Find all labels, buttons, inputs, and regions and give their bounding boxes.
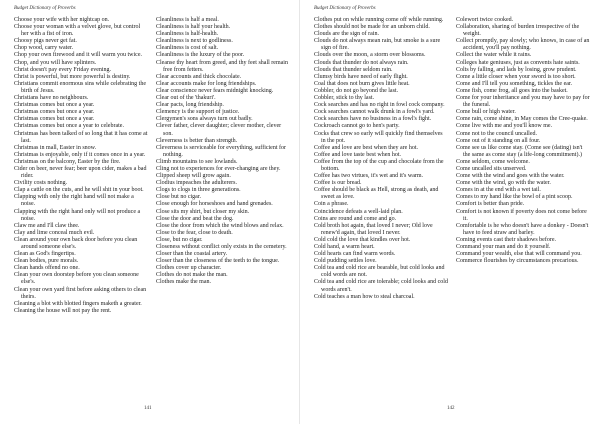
proverb-entry: Cleanliness is half-health. [156,31,219,38]
proverb-entry: Civility costs nothing. [14,180,68,187]
proverb-entry: Cold tea and cold rice are bearable, but cold looks and cold words are not. [314,265,445,279]
proverb-entry: Come live with me and you'll know me. [456,123,553,130]
proverb-entry: Clean your own doorstep before you clean someone else's. [14,272,139,286]
proverb-entry: Collaboration, sharing of burden irrespective of the weight. [456,24,580,38]
proverb-entry: Come rain, come shine, in May comes the Cree-quake. [456,116,588,123]
proverb-entry: Come and I'll tell you something, tickles the ear. [456,80,573,87]
proverb-entry: Comes to my hand like the bowl of a pint scoop. [456,194,573,201]
proverb-entry: Clear accounts make for long friendships. [156,80,257,87]
proverb-entry: Cold cold the love that kindles over hot. [314,236,411,243]
proverb-entry: Cold pudding settles love. [314,258,377,265]
proverb-entry: Close but no cigar. [156,194,201,201]
proverb-entry: Cold broth hot again, that loved I never; Old love renew'd again, that loved I never. [314,222,433,236]
proverb-entry: Clouds that thunder do not always rain. [314,59,409,66]
proverb-entry: Comfortable is he who doesn't have a donkey - Doesn't have to feed straw and barley. [456,222,589,236]
proverb-entry: Clay and lime conceal much evil. [14,229,95,236]
column [314,17,448,301]
proverb-entry: Christmas in mall, Easter in snow. [14,144,97,151]
proverb-entry: Coffee should be black as Hell, strong as death, and sweet as love. [314,187,439,201]
right-page [300,0,600,424]
proverb-entry: Come with the wind, go with the water. [456,180,551,187]
proverb-entry: Christians commit enormous sins while celebrating the birth of Jesus. [14,80,146,94]
proverb-entry: Choose your wife with her nightcap on. [14,17,110,23]
proverb-entry: Christ is powerful, but more powerful is destiny. [14,73,131,80]
proverb-entry: Commerce flourishes by circumstances precarious. [456,258,579,265]
proverb-entry: Cleaning the house will not pay the rent. [14,307,112,314]
proverb-entry: Come see us like come stay. (Come see (dating) isn't the same as come stay (a life-long commitment).) [456,144,583,158]
proverb-entry: Chop, and you will have splinters. [14,59,97,66]
proverb-entry: Come with the wind and goes with the water. [456,173,565,180]
proverb-entry: Chop your own firewood and it will warm you twice. [14,52,142,59]
proverb-entry: Clear conscience never fears midnight knocking. [156,87,274,94]
proverb-entry: Closer than the closeness of the teeth to the tongue. [156,258,280,265]
proverb-entry: Close the door from which the wind blows and relax. [156,222,284,229]
proverb-entry: Cold hand, a warm heart. [314,244,375,250]
proverb-entry: Clear pacts, long friendship. [156,102,224,109]
proverb-entry: Clear out of the 'thakuri'. [156,95,216,102]
proverb-entry: Coffee is our bread. [314,180,362,187]
proverb-entry: Cock searches have no business in a fowl's fight. [314,116,432,123]
proverb-entry: Claw me and I'll claw thee. [14,222,80,229]
proverb-entry: Cockroach cannot go to hen's party. [314,123,400,130]
proverb-entry: Coffee has two virtues, it's wet and it's warm. [314,173,424,180]
column [14,17,148,315]
proverb-entry: Clumsy birds have need of early flight. [314,73,408,80]
proverb-entry: Command your man and do it yourself. [456,244,551,250]
proverb-entry: Clogs to clogs in three generations. [156,187,241,194]
proverb-entry: Christmas is enjoyable, only if it comes once in a year. [14,151,146,158]
proverb-entry: Cleanliness is half your health. [156,24,231,31]
proverb-entry: Clothes cover up character. [156,265,222,272]
proverb-entry: Clapping with the right hand only will not produce a noise. [14,208,141,222]
proverb-entry: Cock searches cannot walk drunk in a fowl's yard. [314,109,435,116]
proverb-entry: Clothes make the man. [156,279,211,286]
page-number: 141 [144,406,152,411]
proverb-entry: Come not to the council uncalled. [456,130,537,137]
proverb-entry: Choosy pigs never get fat. [14,38,77,45]
proverb-entry: Christmas has been talked of so long that it has come at last. [14,130,148,144]
proverb-entry: Closeness without conflict only exists in the cemetery. [156,244,287,250]
proverb-entry: Cleanliness is half a meal. [156,17,219,23]
proverb-entry: Command your wealth, else that will command you. [456,251,582,258]
proverb-entry: Clouds that thunder seldom rain. [314,66,393,73]
proverb-entry: Clean as God's fingertips. [14,251,76,258]
proverb-entry: Come uncalled sits unserved. [456,165,527,172]
proverb-entry: Coal that does not burn gives little heat. [314,80,410,87]
proverb-entry: Colleges hate geniuses, just as convents hate saints. [456,59,580,66]
column [156,17,290,315]
running-head: Budget Dictionary of Proverbs [14,6,76,11]
proverb-entry: Climb mountains to see lowlands. [156,158,238,165]
proverb-entry: Cold hearts can find warm words. [314,251,396,258]
proverb-entry: Clothes put on while running come off while running. [314,17,444,23]
proverb-entry: Cleverness is serviceable for everything, sufficient for nothing. [156,144,287,158]
proverb-entry: Choose your woman with a velvet glove, but control her with a fist of iron. [14,24,141,38]
proverb-entry: Christmas comes but once a year to celebrate. [14,123,124,130]
proverb-entry: Clapping with only the right hand will not make a noise. [14,194,134,208]
proverb-entry: Coincidence defeats a well-laid plan. [314,208,403,215]
proverb-entry: Cocks that crew so early will quickly find themselves in the pot. [314,130,443,144]
proverb-entry: Colts by falling, and lads by losing, grow prudent. [456,66,577,73]
proverb-entry: Cold teaches a man how to steal charcoal. [314,293,415,300]
proverb-entry: Cleaning a blot with blotted fingers maketh a greater. [14,300,142,307]
proverb-entry: Cider on beer, never fear; beer upon cider, makes a bad rider. [14,165,147,180]
proverb-entry: Clothes should not be made for an unborn child. [314,24,430,31]
proverb-entry: Clean hands offend no one. [14,265,80,272]
proverb-entry: Come bull or high water. [456,109,516,116]
proverb-entry: Coins are round and come and go. [314,215,397,222]
proverb-entry: Christmas comes but once a year. [14,116,95,123]
proverb-entry: Close to the fear, close to death. [156,229,233,236]
proverb-entry: Cleanse thy heart from greed, and thy feet shall remain free from fetters. [156,59,288,73]
proverb-entry: Come a little closer when your sword is too short. [456,73,576,80]
proverb-entry: Coffee and love are best when they are hot. [314,144,419,151]
proverb-entry: Christmas comes but once a year. [14,109,95,116]
column [456,17,590,301]
proverb-entry: Cold tea and cold rice are tolerable; cold looks and cold words aren't. [314,279,448,293]
proverb-entry: Clouds are the sign of rain. [314,31,379,38]
proverb-entry: Cleanliness is the luxury of the poor. [156,52,245,59]
proverb-entry: Coffee and love taste best when hot. [314,151,402,158]
proverb-entry: Chop wood, carry water. [14,45,74,52]
page-number: 142 [447,406,455,411]
proverb-entry: Cleanliness is next to godliness. [156,38,233,45]
proverb-entry: Christians have no neighbours. [14,95,89,102]
proverb-entry: Clouds over the moon, a storm over blossoms. [314,52,426,59]
proverb-entry: Clemency is the support of justice. [156,109,240,116]
proverb-entry: Come for your inheritance and you may have to pay for the funeral. [456,95,590,109]
proverb-entry: Clothes do not make the man. [156,272,228,279]
proverb-entry: Clap a cattle on the cuts, and he will shit in your boot. [14,187,144,194]
proverb-entry: Coffee from the top of the cup and chocolate from the bottom. [314,158,444,172]
proverb-entry: Clean bodies, pure morals. [14,258,79,265]
proverb-entry: Clergymen's sons always turn out badly. [156,116,253,123]
proverb-entry: Coming events cast their shadows before. [456,236,556,243]
proverb-entry: Clean your own yard first before asking others to clean theirs. [14,286,147,300]
proverb-entry: Clear accounts and thick chocolate. [156,73,242,80]
proverb-entry: Close the door and beat the dog. [156,215,234,222]
proverb-entry: Close, but no cigar. [156,236,203,243]
proverb-entry: Clever father, clever daughter; clever mother, clever son. [156,123,282,137]
proverb-entry: Come out of it standing on all four. [456,137,541,144]
proverb-entry: Collect promptly, pay slowly; who knows, in case of an accident, you'll pay nothing. [456,38,590,52]
proverb-entry: Collect the water while it rains. [456,52,532,59]
proverb-entry: Comfort is better than pride. [456,201,525,208]
proverb-entry: Christmas comes but once a year. [14,102,95,109]
proverb-entry: Close enough for horseshoes and hand grenades. [156,201,273,208]
proverb-entry: Comes in at the end with a wet tail. [456,187,541,194]
proverb-entry: Cobbler, stick to thy last. [314,95,375,102]
proverb-entry: Close sits my shirt, but closer my skin. [156,208,250,215]
proverb-entry: Coin a phrase. [314,201,349,208]
proverb-entry: Come seldom, come welcome. [456,158,530,165]
proverb-entry: Come fish, come frog, all goes into the basket. [456,87,568,94]
proverb-entry: Colewort twice cooked. [456,17,514,23]
proverb-entry: Cleverness is better than strength. [156,137,238,144]
proverb-entry: Clipped sheep will grow again. [156,173,231,180]
proverb-entry: Clean around your own back door before you clean around someone else's. [14,236,138,250]
proverb-entry: Clodius impeaches the adulterers. [156,180,237,187]
proverb-entry: Christ doesn't pay every Friday evening. [14,66,112,73]
proverb-entry: Cling not to experiences for ever-changing are they. [156,165,281,172]
proverb-entry: Christmas on the balcony, Easter by the fire. [14,158,121,165]
proverb-entry: Cleanliness is cost of salt. [156,45,219,52]
running-head: Budget Dictionary of Proverbs [314,6,376,11]
proverb-entry: Closer than the coastal artery. [156,251,228,258]
proverb-entry: Comfort is not known if poverty does not come before it. [456,208,587,222]
proverb-entry: Cock searches and has no right in fowl cock company. [314,102,445,109]
proverb-entry: Clouds do not always mean rain, but smoke is a sure sign of fire. [314,38,441,52]
proverb-entry: Cobbler, do not go beyond the last. [314,87,399,94]
